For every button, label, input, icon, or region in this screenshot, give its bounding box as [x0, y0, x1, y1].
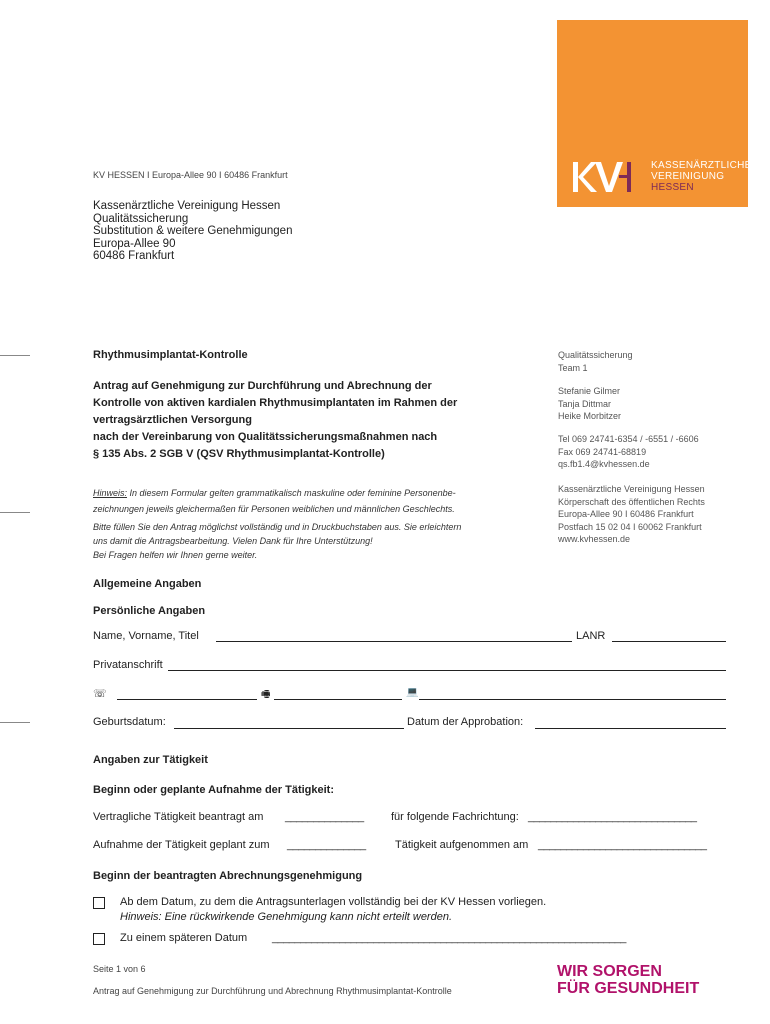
contact-line: Fax 069 24741-68819 — [558, 446, 647, 457]
recipient-line: Kassenärztliche Vereinigung Hessen — [93, 200, 281, 212]
slogan-line: FÜR GESUNDHEIT — [557, 980, 700, 997]
recipient-line: 60486 Frankfurt — [93, 250, 175, 263]
contact-line: Heike Morbitzer — [558, 411, 622, 421]
contact-line: Europa-Allee 90 I 60486 Frankfurt — [558, 509, 694, 519]
recipient-line: Substitution & weitere Genehmigungen — [93, 225, 293, 238]
contract-date-label: Vertragliche Tätigkeit beantragt am — [93, 811, 264, 823]
specialty-input[interactable]: ______________________________ — [528, 811, 697, 823]
subtitle-line: nach der Vereinbarung von Qualitätssicherungsmaßnahmen nach — [93, 431, 438, 443]
fax-icon: 🖷 — [261, 689, 271, 700]
approbation-label: Datum der Approbation: — [407, 716, 524, 728]
planned-date-input[interactable]: ______________ — [287, 839, 366, 851]
later-date-input[interactable]: _______________________________________________________________ — [272, 932, 626, 944]
contact-names — [558, 385, 621, 423]
page-number: Seite 1 von 6 — [93, 964, 146, 974]
logo-line-1: KASSENÄRZTLICHE — [651, 160, 752, 171]
option-later-date-label: Zu einem späteren Datum — [120, 932, 248, 944]
contract-date-input[interactable]: ______________ — [285, 811, 364, 823]
slogan-line: WIR SORGEN — [557, 963, 662, 980]
recipient-line: Qualitätssicherung — [93, 212, 189, 225]
contact-line: Tanja Dittmar — [558, 398, 612, 409]
section-activity: Angaben zur Tätigkeit — [93, 754, 208, 766]
started-date-label: Tätigkeit aufgenommen am — [395, 839, 529, 851]
computer-icon: 💻 — [406, 687, 419, 698]
contact-line: Körperschaft des öffentlichen Rechts — [558, 496, 705, 507]
logo-line-3: HESSEN — [651, 182, 694, 193]
contact-line: Tel 069 24741-6354 / -6551 / -6606 — [558, 434, 699, 444]
option-note: Hinweis: Eine rückwirkende Genehmigung kann nicht erteilt werden. — [120, 911, 453, 923]
birthdate-input[interactable] — [174, 728, 404, 729]
hint-text: zeichnungen jeweils gleichermaßen für Personen weiblichen und männlichen Geschlechts. — [93, 504, 455, 514]
option-later-date-checkbox[interactable] — [93, 933, 105, 945]
slogan — [557, 963, 699, 997]
section-billing: Beginn der beantragten Abrechnungsgenehmigung — [93, 870, 363, 882]
fax-input[interactable] — [274, 699, 402, 700]
phone-icon: ☏ — [93, 688, 107, 700]
section-general: Allgemeine Angaben — [93, 578, 202, 590]
started-date-input[interactable]: ______________________________ — [538, 839, 707, 851]
kv-hessen-logo — [557, 20, 752, 207]
sender-line: KV HESSEN I Europa-Allee 90 I 60486 Frankfurt — [93, 170, 288, 180]
instructions-line: Bitte füllen Sie den Antrag möglichst vollständig und in Druckbuchstaben aus. Sie erleichtern — [93, 522, 462, 532]
contact-department — [558, 349, 633, 374]
hint-text: In diesem Formular gelten grammatikalisch maskuline oder feminine Personenbe- — [127, 488, 456, 498]
fold-mark — [0, 355, 30, 356]
hint-paragraph — [93, 485, 533, 517]
contact-line: Team 1 — [558, 362, 588, 373]
planned-date-label: Aufnahme der Tätigkeit geplant zum — [93, 839, 270, 851]
contact-organisation — [558, 483, 705, 546]
contact-line: Stefanie Gilmer — [558, 386, 621, 396]
fold-mark — [0, 512, 30, 513]
name-input[interactable] — [216, 641, 572, 642]
contact-website-link[interactable]: www.kvhessen.de — [558, 534, 631, 544]
name-label: Name, Vorname, Titel — [93, 630, 199, 642]
option-complete-documents-checkbox[interactable] — [93, 897, 105, 909]
instructions-line: Bei Fragen helfen wir Ihnen gerne weiter. — [93, 550, 258, 560]
private-address-label: Privatanschrift — [93, 659, 163, 671]
subtitle-line: § 135 Abs. 2 SGB V (QSV Rhythmusimplantat-Kontrolle) — [93, 448, 385, 460]
recipient-line: Europa-Allee 90 — [93, 237, 176, 250]
lanr-label: LANR — [576, 630, 606, 642]
birthdate-label: Geburtsdatum: — [93, 716, 166, 728]
document-title: Rhythmusimplantat-Kontrolle — [93, 349, 248, 361]
subtitle-line: Antrag auf Genehmigung zur Durchführung und Abrechnung der — [93, 380, 432, 392]
phone-input[interactable] — [117, 699, 257, 700]
approbation-date-input[interactable] — [535, 728, 726, 729]
document-subtitle — [93, 378, 533, 463]
email-input[interactable] — [419, 699, 726, 700]
logo-text — [651, 160, 752, 193]
contact-email[interactable]: qs.fb1.4@kvhessen.de — [558, 459, 650, 469]
contact-line: Qualitätssicherung — [558, 350, 633, 360]
section-start: Beginn oder geplante Aufnahme der Tätigkeit: — [93, 784, 335, 796]
kv-logo-mark-icon — [573, 160, 633, 194]
lanr-input[interactable] — [612, 641, 726, 642]
recipient-address — [93, 200, 292, 263]
subtitle-line: vertragsärztlichen Versorgung — [93, 414, 252, 426]
specialty-label: für folgende Fachrichtung: — [391, 811, 519, 823]
private-address-input[interactable] — [168, 670, 726, 671]
hint-label: Hinweis: — [93, 488, 128, 498]
contact-line: Kassenärztliche Vereinigung Hessen — [558, 484, 705, 494]
section-personal: Persönliche Angaben — [93, 605, 206, 617]
option-complete-documents-label: Ab dem Datum, zu dem die Antragsunterlagen vollständig bei der KV Hessen vorliegen. — [120, 896, 547, 908]
contact-phone — [558, 433, 699, 471]
subtitle-line: Kontrolle von aktiven kardialen Rhythmusimplantaten im Rahmen der — [93, 397, 458, 409]
instructions-paragraph — [93, 520, 533, 562]
fold-mark — [0, 722, 30, 723]
logo-line-2: VEREINIGUNG — [651, 171, 725, 182]
footer-document-title: Antrag auf Genehmigung zur Durchführung und Abrechnung Rhythmusimplantat-Kontrolle — [93, 986, 452, 996]
instructions-line: uns damit die Antragsbearbeitung. Vielen Dank für Ihre Unterstützung! — [93, 536, 373, 546]
contact-line: Postfach 15 02 04 I 60062 Frankfurt — [558, 521, 702, 532]
